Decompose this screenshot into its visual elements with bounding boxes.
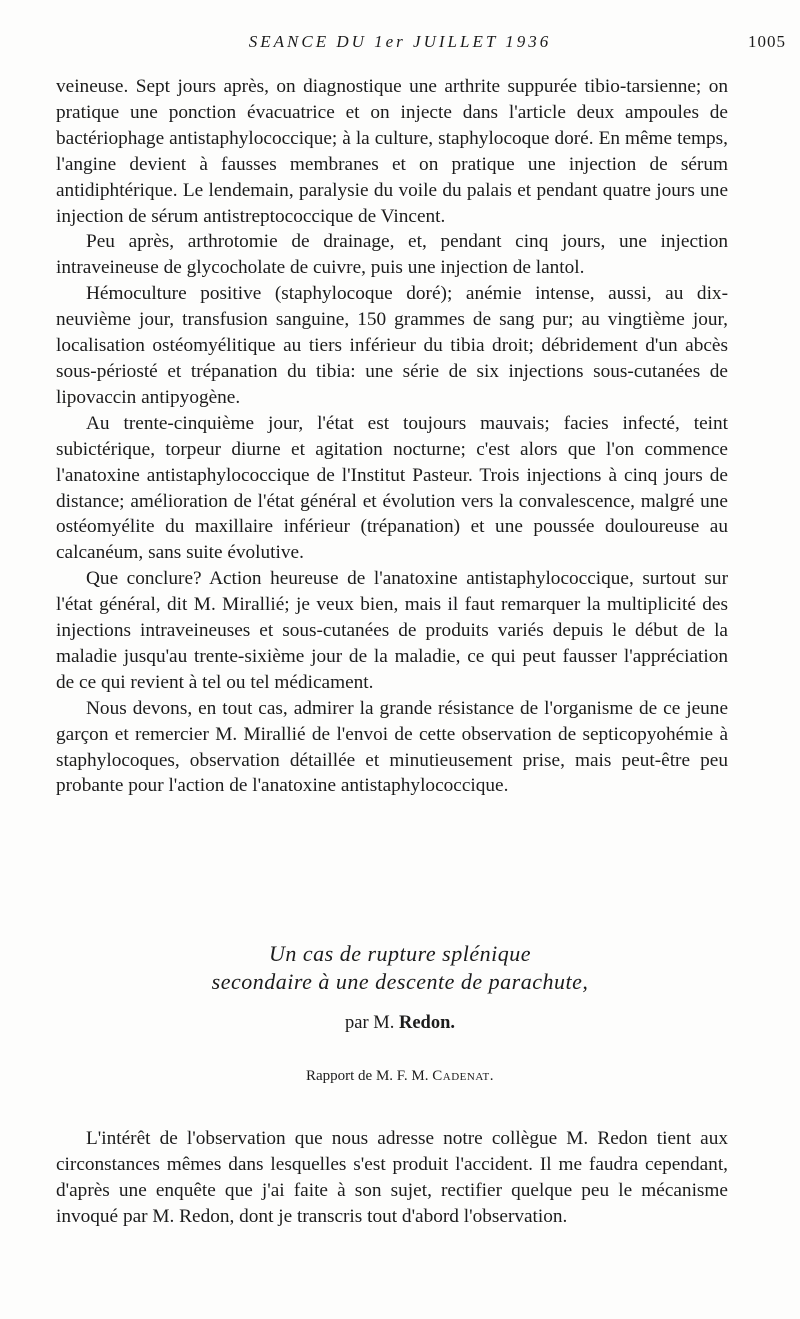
article-title-line: secondaire à une descente de parachute, <box>211 969 589 994</box>
report-prefix: Rapport de M. F. M. <box>305 1068 429 1084</box>
page-number: 1005 <box>748 32 786 51</box>
paragraph: L'intérêt de l'observation que nous adresse notre collègue M. Redon tient aux circonstances mêmes dans lesquelles s'est produit l'accident. Il me faudra cependant, d'après une enquête que j'ai faite à son sujet, rectifier quelque peu le mécanisme invoqué par M. Redon, dont je transcris tout d'abord l'observation. <box>56 1128 728 1227</box>
report-name: Cadenat. <box>432 1068 495 1084</box>
paragraph: Au trente-cinquième jour, l'état est toujours mauvais; facies infecté, teint subictérique, torpeur diurne et agitation nocturne; c'est alors que l'on commence l'anatoxine antistaphylococcique de l'Institut Pasteur. Trois injections à cinq jours de distance; amélioration de l'état général et évolution vers la convalescence, malgré une ostéomyélite du maxillaire inférieur (trépanation) et une poussée douloureuse au calcanéum, sans suite évolutive. <box>56 412 728 564</box>
running-head <box>0 32 800 56</box>
author-name: Redon. <box>398 1013 455 1033</box>
article-body <box>56 1126 728 1230</box>
article-title-line: Un cas de rupture splénique <box>269 941 531 966</box>
report-line <box>0 1068 800 1085</box>
paragraph: Peu après, arthrotomie de drainage, et, pendant cinq jours, une injection intraveineuse de glycocholate de cuivre, puis une injection de lantol. <box>56 231 728 279</box>
paragraph: Nous devons, en tout cas, admirer la grande résistance de l'organisme de ce jeune garçon et remercier M. Mirallié de l'envoi de cette observation de septicopyohémie à staphylocoques, observation détaillée et minutieusement prise, mais peut-être peu probante pour l'action de l'anatoxine antistaphylococcique. <box>56 697 728 797</box>
article-author <box>0 1013 800 1034</box>
author-prefix: par M. <box>345 1013 395 1033</box>
paragraph: Que conclure? Action heureuse de l'anatoxine antistaphylococcique, surtout sur l'état général, dit M. Mirallié; je veux bien, mais il faut remarquer la multiplicité des injections intraveineuses et sous-cutanées de produits variés depuis le début de la maladie jusqu'au trente-sixième jour de la maladie, ce qui peut fausser l'appréciation de ce qui revient à tel ou tel médicament. <box>56 568 728 693</box>
paragraph: veineuse. Sept jours après, on diagnostique une arthrite suppurée tibio-tarsienne; on pratique une ponction évacuatrice et on injecte dans l'article deux ampoules de bactériophage antistaphylococcique; à la culture, staphylocoque doré. En même temps, l'angine devient à fausses membranes et on pratique une injection de sérum antidiphtérique. Le lendemain, paralysie du voile du palais et pendant quatre jours une injection de sérum antistreptococcique de Vincent. <box>56 76 728 227</box>
article-title <box>0 940 800 996</box>
body-text <box>56 74 728 799</box>
running-title: SEANCE DU 1er JUILLET 1936 <box>248 32 552 51</box>
paragraph: Hémoculture positive (staphylocoque doré); anémie intense, aussi, au dix-neuvième jour, transfusion sanguine, 150 grammes de sang pur; au vingtième jour, localisation ostéomyélitique au tiers inférieur du tibia droit; débridement d'un abcès sous-périosté et trépanation du tibia: une série de six injections sous-cutanées de lipovaccin antipyogène. <box>56 283 728 408</box>
